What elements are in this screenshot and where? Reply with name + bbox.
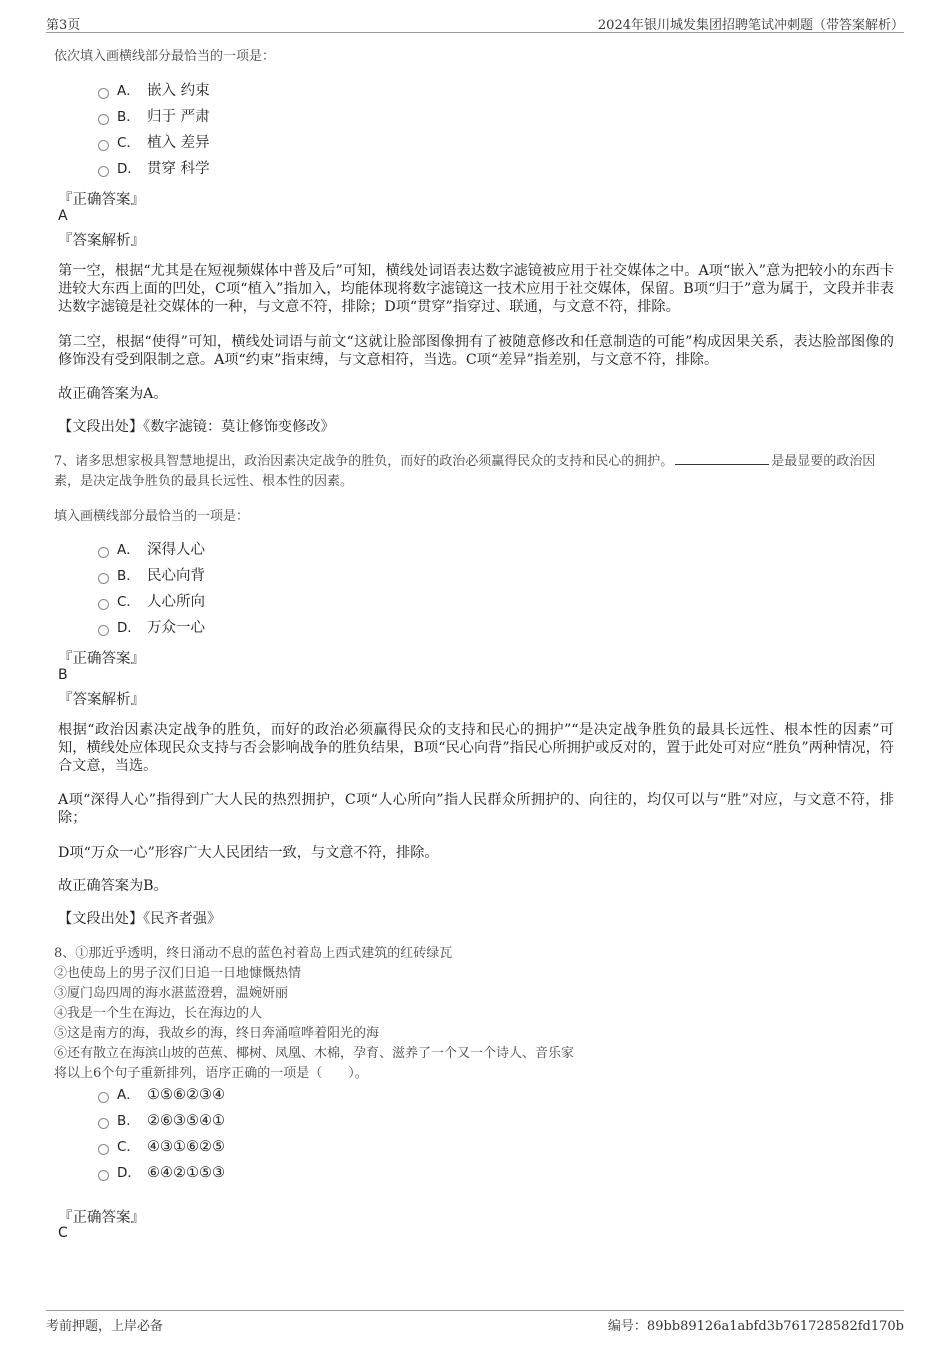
option-text: 植入 差异 xyxy=(147,135,210,151)
radio-icon[interactable] xyxy=(98,1118,109,1129)
q7-analysis-label: 『答案解析』 xyxy=(58,692,145,708)
q7-stem-before: 7、诸多思想家极具智慧地提出，政治因素决定战争的胜负，而好的政治必须赢得民众的支持和民心的拥护。 xyxy=(54,454,674,469)
q7-analysis-paragraph-2: A项“深得人心”指得到广大人民的热烈拥护，C项“人心所向”指人民群众所拥护的、向往的，均仅可以与“胜”对应，与文意不符，排除； xyxy=(58,792,894,826)
q8-option-d[interactable] xyxy=(98,1163,225,1183)
option-letter: D． xyxy=(117,161,141,177)
q8-sentence-5: ⑤这是南方的海，我故乡的海，终日奔涌喧哗着阳光的海 xyxy=(54,1026,380,1041)
q7-correct-answer: B xyxy=(58,667,68,683)
q6-option-a[interactable] xyxy=(98,81,210,101)
radio-icon[interactable] xyxy=(98,114,109,125)
radio-icon[interactable] xyxy=(98,1144,109,1155)
option-letter: A． xyxy=(117,1087,140,1103)
q8-correct-label: 『正确答案』 xyxy=(58,1210,145,1226)
option-letter: B． xyxy=(117,109,140,125)
q7-analysis-conclusion: 故正确答案为B。 xyxy=(58,878,168,894)
q6-correct-label: 『正确答案』 xyxy=(58,192,145,208)
q7-stem xyxy=(54,452,892,492)
option-text: ①⑤⑥②③④ xyxy=(147,1087,225,1103)
radio-icon[interactable] xyxy=(98,547,109,558)
q7-correct-label: 『正确答案』 xyxy=(58,651,145,667)
q7-source: 【文段出处】《民齐者强》 xyxy=(58,911,222,927)
q7-stem-after: 是最显要的政治因素，是决定战争胜负的最具长远性、根本性的因素。 xyxy=(54,454,876,489)
radio-icon[interactable] xyxy=(98,140,109,151)
option-text: 归于 严肃 xyxy=(147,109,210,125)
option-text: 深得人心 xyxy=(147,542,205,558)
option-text: 人心所向 xyxy=(147,594,205,610)
page-number: 第3页 xyxy=(46,18,81,33)
document-title: 2024年银川城发集团招聘笔试冲刺题（带答案解析） xyxy=(597,18,904,33)
option-text: ②⑥③⑤④① xyxy=(147,1113,225,1129)
option-text: ⑥④②①⑤③ xyxy=(147,1165,225,1181)
q7-option-b[interactable] xyxy=(98,566,205,586)
fill-blank xyxy=(675,452,769,465)
option-letter: C． xyxy=(117,1139,140,1155)
document-id: 编号：89bb89126a1abfd3b761728582fd170b xyxy=(607,1319,904,1334)
option-letter: C． xyxy=(117,135,140,151)
q6-analysis-label: 『答案解析』 xyxy=(58,233,145,249)
q6-option-b[interactable] xyxy=(98,107,210,127)
q6-prompt: 依次填入画横线部分最恰当的一项是： xyxy=(54,49,276,64)
q6-option-c[interactable] xyxy=(98,133,210,153)
footer-slogan: 考前押题，上岸必备 xyxy=(46,1319,164,1334)
q6-source: 【文段出处】《数字滤镜：莫让修饰变修改》 xyxy=(58,419,335,435)
radio-icon[interactable] xyxy=(98,599,109,610)
option-letter: D． xyxy=(117,1165,141,1181)
radio-icon[interactable] xyxy=(98,573,109,584)
option-text: ④③①⑥②⑤ xyxy=(147,1139,225,1155)
option-text: 民心向背 xyxy=(147,568,205,584)
q6-analysis-conclusion: 故正确答案为A。 xyxy=(58,386,168,402)
option-letter: B． xyxy=(117,1113,140,1129)
q8-correct-answer: C xyxy=(58,1225,68,1241)
radio-icon[interactable] xyxy=(98,166,109,177)
q8-sentence-2: ②也使岛上的男子汉们日追一日地慷慨热情 xyxy=(54,966,302,981)
page-header xyxy=(46,12,904,33)
radio-icon[interactable] xyxy=(98,625,109,636)
option-letter: A． xyxy=(117,83,140,99)
q7-option-c[interactable] xyxy=(98,592,205,612)
q8-option-c[interactable] xyxy=(98,1137,225,1157)
option-letter: B． xyxy=(117,568,140,584)
q6-analysis-paragraph-1: 第一空，根据“尤其是在短视频媒体中普及后”可知，横线处词语表达数字滤镜被应用于社交媒体之中。A项“嵌入”意为把较小的东西卡进较大东西上面的凹处，C项“植入”指加入，均能体现将数字滤镜这一技术应用于社交媒体，保留。B项“归于”意为属于，文段并非表达数字滤镜是社交媒体的一种，与文意不符，排除；D项“贯穿”指穿过、联通，与文意不符，排除。 xyxy=(58,263,894,315)
q8-prompt: 将以上6个句子重新排列，语序正确的一项是（ ）。 xyxy=(54,1066,368,1081)
q8-sentence-6: ⑥还有散立在海滨山坡的芭蕉、椰树、凤凰、木棉，孕育、滋养了一个又一个诗人、音乐家 xyxy=(54,1046,575,1061)
q8-option-b[interactable] xyxy=(98,1111,225,1131)
option-letter: C． xyxy=(117,594,140,610)
q6-correct-answer: A xyxy=(58,208,68,224)
q7-option-a[interactable] xyxy=(98,540,205,560)
radio-icon[interactable] xyxy=(98,1092,109,1103)
q8-option-a[interactable] xyxy=(98,1085,225,1105)
option-text: 贯穿 科学 xyxy=(147,161,210,177)
radio-icon[interactable] xyxy=(98,88,109,99)
option-letter: A． xyxy=(117,542,140,558)
q7-option-d[interactable] xyxy=(98,618,205,638)
page-footer xyxy=(46,1310,904,1335)
q7-analysis-paragraph-3: D项“万众一心”形容广大人民团结一致，与文意不符，排除。 xyxy=(58,845,439,861)
q8-sentence-3: ③厦门岛四周的海水湛蓝澄碧，温婉妍丽 xyxy=(54,986,289,1001)
option-text: 万众一心 xyxy=(147,620,205,636)
option-letter: D． xyxy=(117,620,141,636)
q7-prompt: 填入画横线部分最恰当的一项是： xyxy=(54,509,250,524)
option-text: 嵌入 约束 xyxy=(147,83,210,99)
q8-sentence-1: 8、①那近乎透明，终日涌动不息的蓝色衬着岛上西式建筑的红砖绿瓦 xyxy=(54,946,453,961)
q6-analysis-paragraph-2: 第二空，根据“使得”可知，横线处词语与前文“这就让脸部图像拥有了被随意修改和任意制造的可能”构成因果关系，表达脸部图像的修饰没有受到限制之意。A项“约束”指束缚，与文意相符，当选。C项“差异”指差别，与文意不符，排除。 xyxy=(58,334,894,368)
q6-option-d[interactable] xyxy=(98,159,210,179)
q8-sentence-4: ④我是一个生在海边，长在海边的人 xyxy=(54,1006,263,1021)
radio-icon[interactable] xyxy=(98,1170,109,1181)
q7-analysis-paragraph-1: 根据“政治因素决定战争的胜负，而好的政治必须赢得民众的支持和民心的拥护”“是决定战争胜负的最具长远性、根本性的因素”可知，横线处应体现民众支持与否会影响战争的胜负结果，B项“民心向背”指民心所拥护或反对的，置于此处可对应“胜负”两种情况，符合文意，当选。 xyxy=(58,722,894,774)
